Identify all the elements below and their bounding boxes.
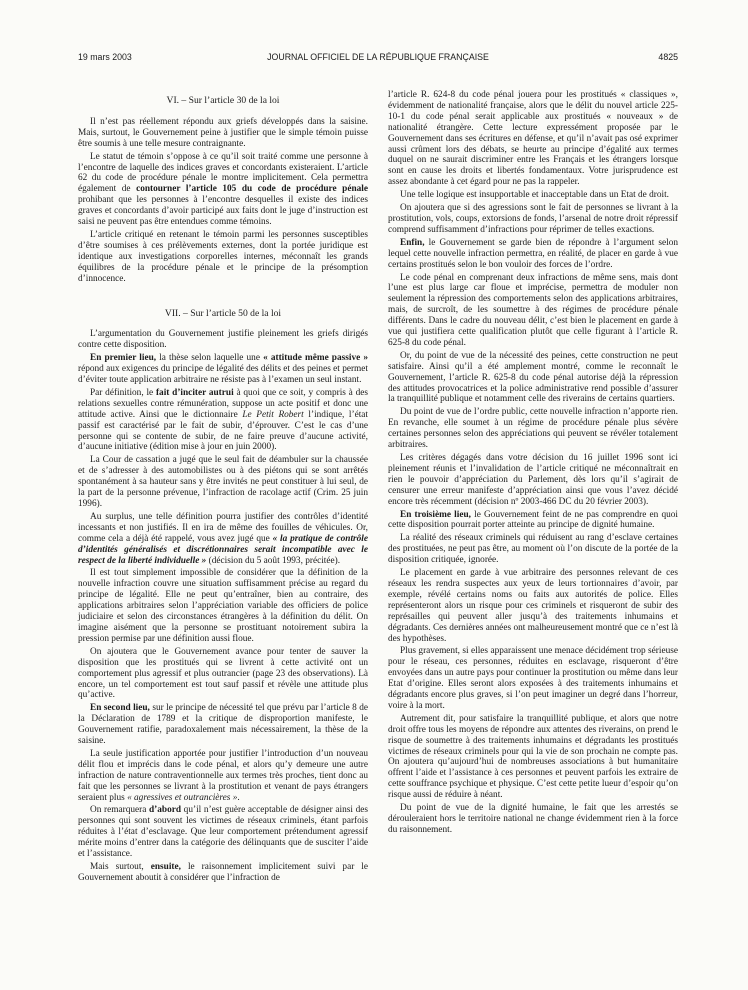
paragraph: Le statut de témoin s’oppose à ce qu’il soit traité comme une personne à l’encontre de laquelle des indices graves et concordants existeraient. L’article 62 du code de procédure pénale le montre implicitement. Cela permettra également de contourner l’article 105 du code de procédure pénale prohibant que les personnes à l’encontre desquelles il existe des indices graves et concordants d’avoir participé aux faits dont le juge d’instruction est saisi ne peuvent pas être entendues comme témoins. [78,151,368,228]
paragraph: La seule justification apportée pour justifier l’introduction d’un nouveau délit flou et imprécis dans le code pénal, et alors qu’y demeure une autre infraction de nature contraventionnelle aux termes très proches, tient donc au fait que les personnes se livrant à la prostitution et venant de pays étrangers seraient plus « agressives et outrancières ». [78,748,368,803]
paragraph: Mais surtout, ensuite, le raisonnement implicitement suivi par le Gouvernement aboutit à considérer que l’infraction de [78,862,368,883]
paragraph: Enfin, le Gouvernement se garde bien de répondre à l’argument selon lequel cette nouvelle infraction permettra, en réalité, de placer en garde à vue certains prostitués selon le bon vouloir des forces de l’ordre. [388,237,678,270]
paragraph: Par définition, le fait d’inciter autrui à quoi que ce soit, y compris à des relations sexuelles contre rémunération, suppose un acte positif et donc une attitude active. Ainsi que le dictionnaire Le Petit Robert l’indique, l’état passif est caractérisé par le fait de subir, d’éprouver. C’est le cas d’une personne qui se contente de subir, de ne faire preuve d’aucune activité, d’aucune initiative (édition mise à jour en juin 2000). [78,387,369,453]
paragraph: l’article R. 624-8 du code pénal jouera pour les prostitués « classiques », évidemment de nationalité française, alors que le délit du nouvel article 225-10-1 du code pénal serait applicable aux prostitués « nouveaux » de nationalité étrangère. Cette lecture expressément proposée par le Gouvernement dans ses écritures en défense, et qu’il n’avait pas osé exprimer aussi crûment lors des débats, se heurte au principe d’égalité aux termes duquel on ne saurait discriminer entre les Français et les étrangers lorsque sont en cause les droits et libertés fondamentaux. Votre jurisprudence est assez abondante à cet égard pour ne pas la rappeler. [388,90,678,188]
page-header [78,52,678,64]
right-column [388,90,678,838]
paragraph: La réalité des réseaux criminels qui réduisent au rang d’esclave certaines des prostituées, ne peut pas être, au moment où l’on discute de la portée de la disposition critiquée, ignorée. [388,533,678,566]
paragraph: Une telle logique est insupportable et inacceptable dans un Etat de droit. [400,190,670,201]
paragraph: On ajoutera que le Gouvernement avance pour tenter de sauver la disposition que les prostitués qui se livrent à cette activité ont un comportement plus agressif et plus outrancier (page 23 des observations). Là encore, un tel comportement est tout sauf passif et révèle une attitude plus qu’active. [78,646,368,701]
paragraph: Or, du point de vue de la nécessité des peines, cette construction ne peut satisfaire. Ainsi qu’il a été amplement montré, comme le reconnaît le Gouvernement, l’article R. 625-8 du code pénal autorise déjà la répression des attitudes provocatrices et la police administrative rend possible d’assurer la tranquillité publique et notamment celle des riverains de certains quartiers. [388,350,678,405]
paragraph: L’argumentation du Gouvernement justifie pleinement les griefs dirigés contre cette disposition. [78,329,368,351]
paragraph: En premier lieu, la thèse selon laquelle une « attitude même passive » répond aux exigences du principe de légalité des délits et des peines et permet d’éviter toute application arbitraire ne résiste pas à l’examen un seul instant. [78,353,368,386]
paragraph: On remarquera d’abord qu’il n’est guère acceptable de désigner ainsi des personnes qui sont souvent les victimes de réseaux criminels, étant parfois réduites à l’état d’esclavage. Que leur comportement prétendument agressif mérite moins d’entrer dans la catégorie des délinquants que de susciter l’aide et l’assistance. [78,805,368,860]
paragraph: La Cour de cassation a jugé que le seul fait de déambuler sur la chaussée et de s’adresser à des automobilistes ou à des piétons qui se sont arrêtés spontanément à sa hauteur sans y être invités ne peut constituer à lui seul, de la part de la personne prévenue, l’infraction de racolage actif (Crim. 25 juin 1996). [78,455,368,509]
left-column [78,96,368,886]
paragraph: Le code pénal en comprenant deux infractions de même sens, mais dont l’une est plus large car floue et imprécise, permettra de moduler non seulement la répression des comportements selon des applications arbitraires, mais, de surcroît, de les soumettre à des régimes de procédure pénale différents. Dans le cadre du nouveau délit, c’est bien le placement en garde à vue qui justifiera cette qualification plutôt que celle figurant à l’article R. 625-8 du code pénal. [388,272,678,348]
paragraph: Il n’est pas réellement répondu aux griefs développés dans la saisine. Mais, surtout, le Gouvernement peine à justifier que le simple témoin puisse être soumis à une telle mesure contraignante. [78,116,368,149]
paragraph: Du point de vue de la dignité humaine, le fait que les arrestés se dérouleraient hors le territoire national ne change évidemment rien à la force du raisonnement. [388,803,678,835]
paragraph: Autrement dit, pour satisfaire la tranquillité publique, et alors que notre droit offre tous les moyens de répondre aux attentes des riverains, on prend le risque de soumettre à des traitements inhumains et dégradants les prostitués victimes de réseaux criminels pour qui la vie de son prochain ne compte pas. On ajoutera qu’aujourd’hui de nombreuses associations à but humanitaire offrent l’aide et l’assistance à ces personnes et peuvent parfois les extraire de cette souffrance psychique et physique. C’est cette petite lueur d’espoir qu’on risque aussi de réduire à néant. [388,713,678,801]
paragraph: En second lieu, sur le principe de nécessité tel que prévu par l’article 8 de la Déclaration de 1789 et la critique de disproportion manifeste, le Gouvernement ratifie, paradoxalement mais nécessairement, la thèse de la saisine. [78,703,368,747]
paragraph: Plus gravement, si elles apparaissent une menace décidément trop sérieuse pour le réseau, ces personnes, réduites en esclavage, risqueront d’être envoyées dans un autre pays pour continuer la prostitution ou même dans leur Etat d’origine. Elles seront alors exposées à des traitements inhumains et dégradants encore plus graves, si l’on peut imaginer un degré dans l’horreur, voire à la mort. [388,646,678,711]
paragraph: Il est tout simplement impossible de considérer que la définition de la nouvelle infraction couvre une situation suffisamment précise au regard du principe de légalité. Elle ne peut qu’entraîner, bien au contraire, des applications arbitraires selon l’appréciation variable des officiers de police judiciaire et selon des circonstances étrangères à la définition du délit. On imagine aisément que la personne se prostituant notoirement subira la pression permise par une définition aussi floue. [78,568,368,644]
paragraph: Les critères dégagés dans votre décision du 16 juillet 1996 sont ici pleinement réunis et l’invalidation de l’article critiqué ne méconnaîtrait en rien le pouvoir d’appréciation du Parlement, dès lors qu’il s’agirait de censurer une erreur manifeste d’appréciation ainsi que vous l’avez décidé encore très récemment (décision nº 2003-466 DC du 20 février 2003). [388,453,678,507]
header-title: JOURNAL OFFICIEL DE LA RÉPUBLIQUE FRANÇAISE [267,52,489,62]
header-date: 19 mars 2003 [78,52,132,62]
section-heading-article-30: VI. – Sur l’article 30 de la loi [166,95,280,106]
section-heading-article-50: VII. – Sur l’article 50 de la loi [164,307,282,319]
paragraph: L’article critiqué en retenant le témoin parmi les personnes susceptibles d’être soumises à ces prélèvements externes, dont la portée juridique est identique aux investigations corporelles internes, méconnaît les grands équilibres de la procédure pénale et le principe de la présomption d’innocence. [78,229,368,284]
paragraph: Au surplus, une telle définition pourra justifier des contrôles d’identité incessants et non justifiés. Il en ira de même des fouilles de véhicules. Or, comme cela a déjà été rappelé, vous avez jugé que « la pratique de contrôle d’identités généralisés et discrétionnaires serait incompatible avec le respect de la liberté individuelle » (décision du 5 août 1993, précitée). [78,511,369,566]
header-page-number: 4825 [658,52,678,62]
paragraph: On ajoutera que si des agressions sont le fait de personnes se livrant à la prostitution, vols, coups, extorsions de fonds, l’arsenal de notre droit répressif comprend suffisamment d’infractions pour réprimer de telles exactions. [388,203,678,235]
paragraph: Le placement en garde à vue arbitraire des personnes relevant de ces réseaux les rendra suspectes aux yeux de leurs tortionnaires d’avoir, par exemple, révélé certains noms ou faits aux autorités de police. Elles représenteront alors un risque pour ces criminels et risqueront de subir des représailles qui peuvent aller jusqu’à des traitements inhumains et dégradants. Ces dernières années ont malheureusement montré que ce n’est là des hypothèses. [388,568,678,644]
paragraph: En troisième lieu, le Gouvernement feint de ne pas comprendre en quoi cette disposition pourrait porter atteinte au principe de dignité humaine. [388,509,678,531]
paragraph: Du point de vue de l’ordre public, cette nouvelle infraction n’apporte rien. En revanche, elle soumet à un régime de procédure pénale plus sévère certaines personnes selon des appréciations qui peuvent se révéler totalement arbitraires. [388,407,678,451]
